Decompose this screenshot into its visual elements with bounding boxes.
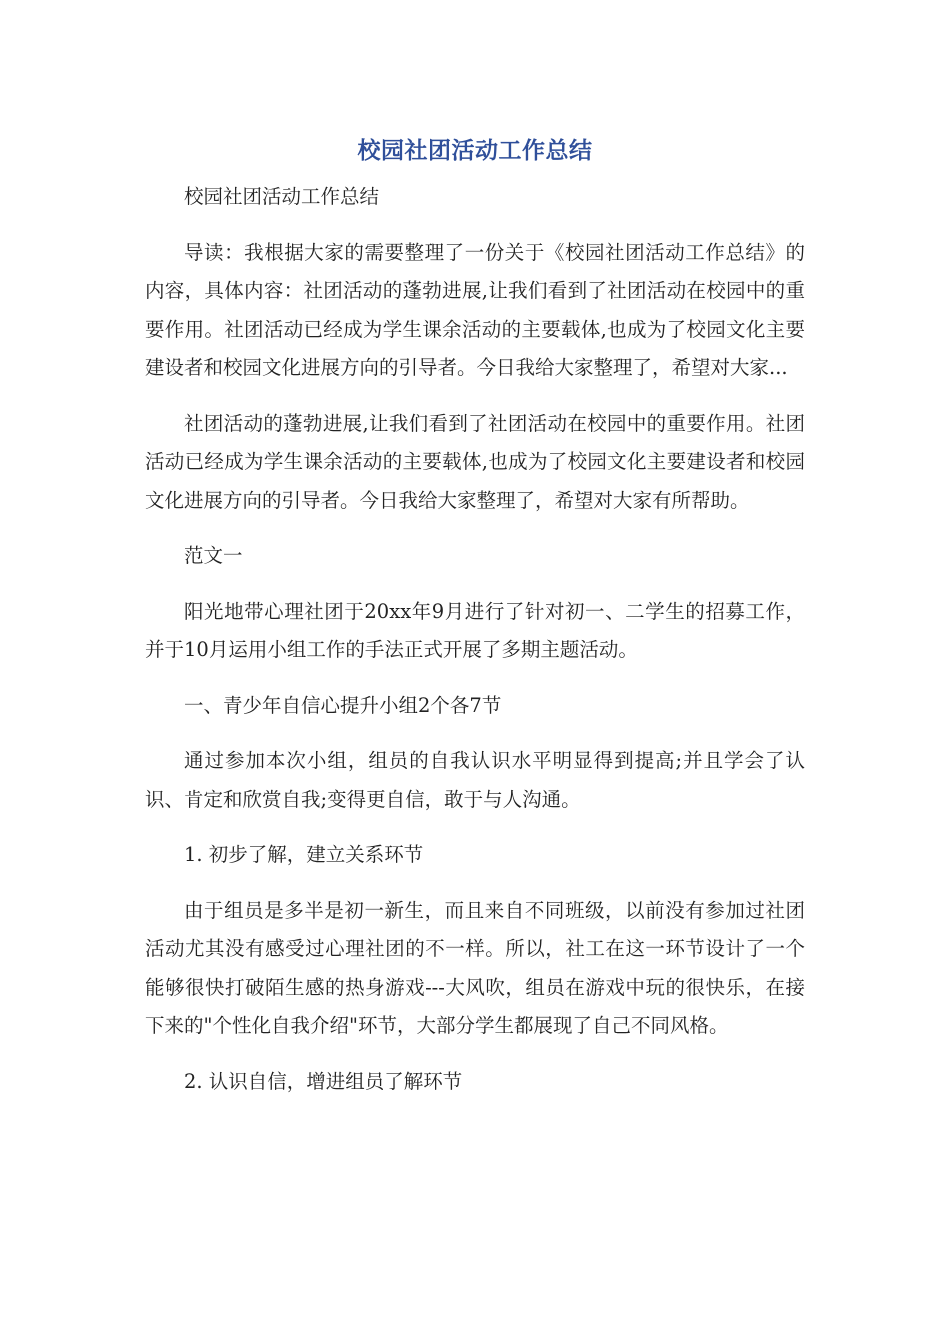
paragraph-recruitment: 阳光地带心理社团于20xx年9月进行了针对初一、二学生的招募工作，并于10月运用小组工作的手法正式开展了多期主题活动。: [145, 599, 805, 661]
paragraph-step-one-detail: 由于组员是多半是初一新生，而且来自不同班级，以前没有参加过社团活动尤其没有感受过心理社团的不一样。所以，社工在这一环节设计了一个能够很快打破陌生感的热身游戏---大风吹，组员在游戏中玩的很快乐，在接下来的"个性化自我介绍"环节，大部分学生都展现了自己不同风格。: [145, 898, 805, 1037]
paragraph-step-two: 2. 认识自信，增进组员了解环节: [184, 1069, 463, 1093]
document-title: 校园社团活动工作总结: [357, 138, 593, 164]
document-body: [145, 178, 805, 1118]
paragraph-subtitle: 校园社团活动工作总结: [184, 185, 380, 208]
paragraph-step-one: 1. 初步了解，建立关系环节: [184, 843, 424, 866]
paragraph-summary: 社团活动的蓬勃进展,让我们看到了社团活动在校园中的重要作用。社团活动已经成为学生课余活动的主要载体,也成为了校园文化主要建设者和校园文化进展方向的引导者。今日我给大家整理了，希望对大家有所帮助。: [145, 411, 805, 512]
paragraph-section-one: 一、青少年自信心提升小组2个各7节: [184, 693, 502, 717]
paragraph-sample-heading: 范文一: [184, 544, 243, 567]
paragraph-intro: 导读：我根据大家的需要整理了一份关于《校园社团活动工作总结》的内容，具体内容：社团活动的蓬勃进展,让我们看到了社团活动在校园中的重要作用。社团活动已经成为学生课余活动的主要载体,也成为了校园文化主要建设者和校园文化进展方向的引导者。今日我给大家整理了，希望对大家...: [145, 240, 805, 379]
paragraph-group-result: 通过参加本次小组，组员的自我认识水平明显得到提高;并且学会了认识、肯定和欣赏自我;变得更自信，敢于与人沟通。: [145, 749, 805, 811]
